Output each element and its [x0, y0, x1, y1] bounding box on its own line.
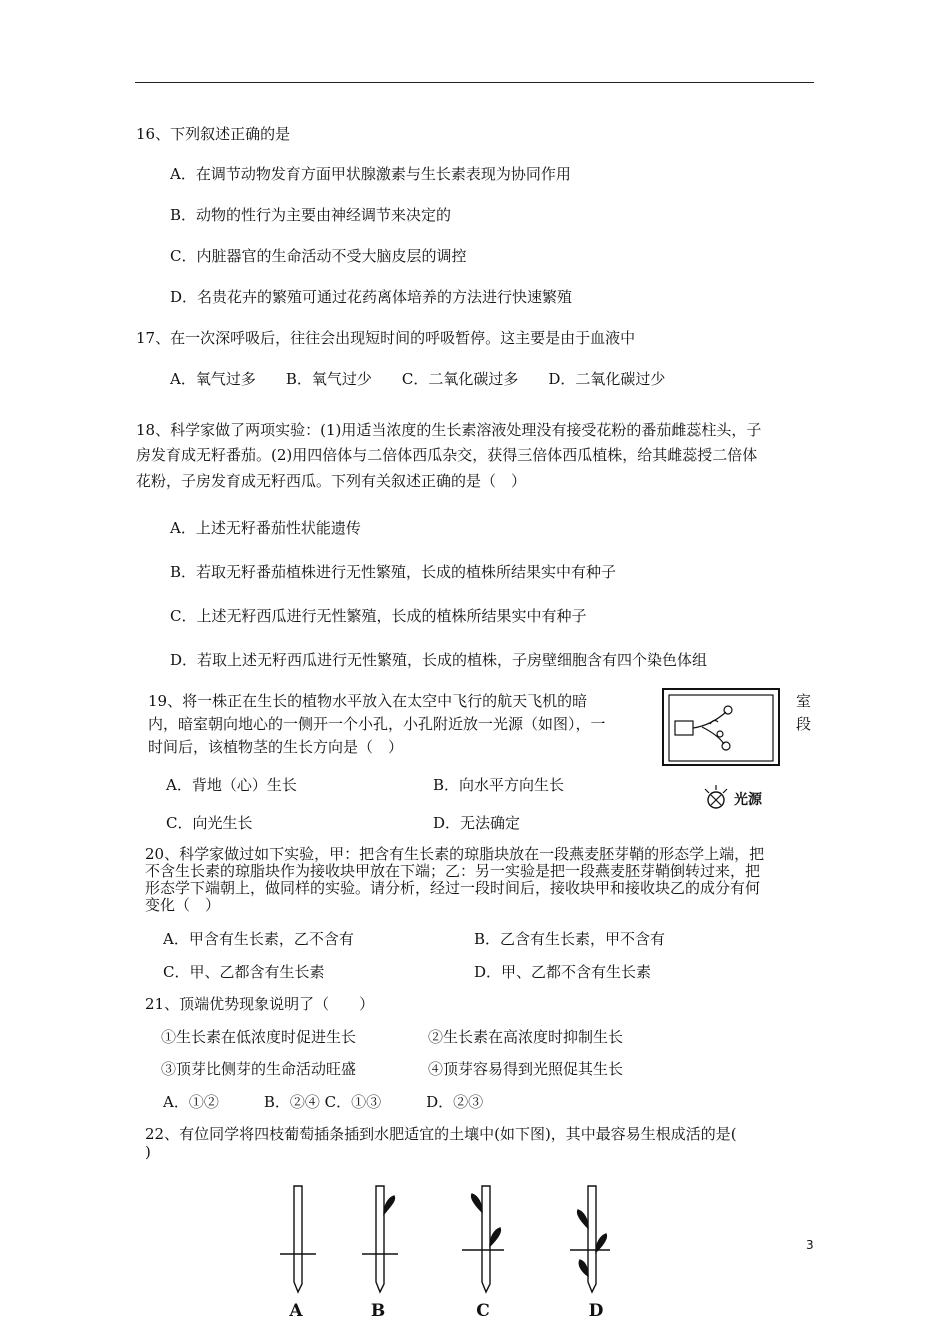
q20-stem-line3: 形态学下端朝上，做同样的实验。请分析，经过一段时间后，接收块甲和接收块乙的成分有何 [145, 879, 761, 897]
q18-stem-line3: 花粉，子房发育成无籽西瓜。下列有关叙述正确的是（ ） [136, 472, 527, 490]
q19-stem-line2: 内，暗室朝向地心的一侧开一个小孔，小孔附近放一光源（如图），一 [148, 715, 606, 733]
q21-stem: 21、顶端优势现象说明了（ ） [145, 995, 375, 1013]
q21-statement-3: ③顶芽比侧芽的生命活动旺盛 [161, 1060, 357, 1078]
q19-stem-line3: 时间后，该植物茎的生长方向是（ ） [148, 738, 404, 756]
q18-stem-line2: 房发育成无籽番茄。(2)用四倍体与二倍体西瓜杂交，获得三倍体西瓜植株，给其雌蕊授二倍体 [136, 446, 758, 464]
q16-option-a: A．在调节动物发育方面甲状腺激素与生长素表现为协同作用 [170, 165, 571, 183]
q20-option-c: C．甲、乙都含有生长素 [163, 963, 325, 981]
q18-option-d: D．若取上述无籽西瓜进行无性繁殖，长成的植株，子房壁细胞含有四个染色体组 [170, 651, 708, 669]
q22-stem-line1: 22、有位同学将四枝葡萄插条插到水肥适宜的土壤中(如下图)，其中最容易生根成活的是( [145, 1125, 737, 1143]
q17-options: A．氧气过多 B．氧气过少 C．二氧化碳过多 D．二氧化碳过少 [170, 370, 666, 388]
q18-stem-line1: 18、科学家做了两项实验：(1)用适当浓度的生长素溶液处理没有接受花粉的番茄雌蕊柱头，子 [136, 421, 762, 439]
cutting-label-c: C [476, 1301, 490, 1321]
q22-stem-line2: ) [145, 1143, 151, 1161]
q19-darkroom-figure [662, 688, 782, 768]
q19-stem-line2-end: 段 [796, 715, 812, 733]
q21-statement-4: ④顶芽容易得到光照促其生长 [428, 1060, 624, 1078]
q17-stem: 17、在一次深呼吸后，往往会出现短时间的呼吸暂停。这主要是由于血液中 [136, 329, 636, 347]
q20-stem-line2: 不含生长素的琼脂块作为接收块甲放在下端；乙：另一实验是把一段燕麦胚芽鞘倒转过来，把 [145, 862, 761, 880]
q19-option-a: A．背地（心）生长 [166, 776, 297, 794]
q16-option-c: C．内脏器官的生命活动不受大脑皮层的调控 [170, 247, 467, 265]
q18-option-c: C．上述无籽西瓜进行无性繁殖，长成的植株所结果实中有种子 [170, 607, 587, 625]
cutting-label-d: D [588, 1301, 604, 1321]
cutting-d [570, 1186, 610, 1292]
cutting-label-b: B [370, 1301, 386, 1321]
q19-option-b: B．向水平方向生长 [433, 776, 565, 794]
q21-statement-1: ①生长素在低浓度时促进生长 [161, 1028, 357, 1046]
light-source-icon [701, 783, 731, 813]
q16-option-d: D．名贵花卉的繁殖可通过花药离体培养的方法进行快速繁殖 [170, 288, 573, 306]
q16-stem: 16、下列叙述正确的是 [136, 125, 291, 143]
q19-option-d: D．无法确定 [433, 814, 521, 832]
header-rule [135, 82, 814, 83]
cutting-b [362, 1186, 398, 1292]
page-number: 3 [806, 1238, 814, 1252]
q20-option-a: A．甲含有生长素，乙不含有 [163, 930, 354, 948]
q19-stem-line1: 19、将一株正在生长的植物水平放入在太空中飞行的航天飞机的暗 [148, 692, 588, 710]
q20-option-b: B．乙含有生长素，甲不含有 [474, 930, 666, 948]
q19-stem-line1-end: 室 [796, 692, 812, 710]
q21-statement-2: ②生长素在高浓度时抑制生长 [428, 1028, 624, 1046]
cutting-label-a: A [289, 1301, 303, 1321]
q16-option-b: B．动物的性行为主要由神经调节来决定的 [170, 206, 452, 224]
q19-light-source-label: 光源 [734, 792, 762, 808]
q22-cuttings-figure [268, 1180, 628, 1325]
q18-option-b: B．若取无籽番茄植株进行无性繁殖，长成的植株所结果实中有种子 [170, 563, 617, 581]
q20-option-d: D．甲、乙都不含有生长素 [474, 963, 652, 981]
q18-option-a: A．上述无籽番茄性状能遗传 [170, 519, 361, 537]
q19-option-c: C．向光生长 [166, 814, 253, 832]
plant-icon [675, 706, 732, 750]
cutting-a [280, 1186, 316, 1292]
cutting-c [462, 1186, 504, 1292]
q20-stem-line4: 变化（ ） [145, 896, 221, 914]
q21-options: A．①② B．②④ C．①③ D．②③ [163, 1093, 484, 1111]
q20-stem-line1: 20、科学家做过如下实验，甲：把含有生长素的琼脂块放在一段燕麦胚芽鞘的形态学上端，把 [145, 845, 765, 863]
